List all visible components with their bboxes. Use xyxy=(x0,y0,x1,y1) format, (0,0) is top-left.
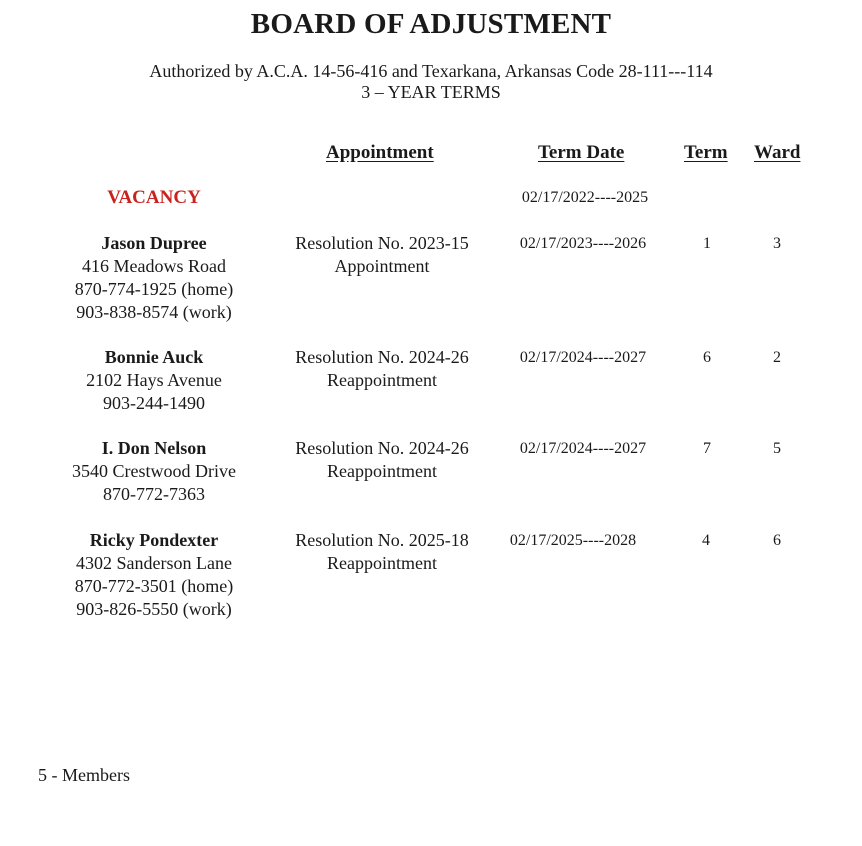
member-contact xyxy=(34,529,274,621)
member-phone: 870-772-7363 xyxy=(103,484,205,504)
member-term: 4 xyxy=(702,532,710,549)
member-ward: 3 xyxy=(773,235,781,252)
resolution-number: Resolution No. 2024-26 xyxy=(295,347,469,367)
member-term: 1 xyxy=(703,235,711,252)
appointment-type: Reappointment xyxy=(327,370,437,390)
header-term-date: Term Date xyxy=(538,142,625,163)
appointment-type: Appointment xyxy=(334,256,430,276)
member-appointment xyxy=(272,232,492,278)
member-address: 4302 Sanderson Lane xyxy=(76,553,232,573)
subtitle xyxy=(0,61,862,103)
resolution-number: Resolution No. 2025-18 xyxy=(295,530,469,550)
header-term: Term xyxy=(684,142,728,163)
resolution-number: Resolution No. 2024-26 xyxy=(295,438,469,458)
term-length-line: 3 – YEAR TERMS xyxy=(361,82,501,102)
member-term-date: 02/17/2024----2027 xyxy=(519,349,647,366)
vacancy-term-date: 02/17/2022----2025 xyxy=(521,189,649,206)
member-phone: 870-774-1925 (home) xyxy=(74,279,234,299)
member-address: 416 Meadows Road xyxy=(82,256,226,276)
member-phone: 903-244-1490 xyxy=(103,393,205,413)
member-contact xyxy=(34,346,274,415)
appointment-type: Reappointment xyxy=(327,461,437,481)
member-term-date: 02/17/2024----2027 xyxy=(519,440,647,457)
header-ward: Ward xyxy=(754,142,801,163)
member-address: 3540 Crestwood Drive xyxy=(72,461,236,481)
member-address: 2102 Hays Avenue xyxy=(86,370,222,390)
member-count-footer: 5 - Members xyxy=(38,765,130,785)
page-title: BOARD OF ADJUSTMENT xyxy=(250,8,612,40)
member-term: 6 xyxy=(703,349,711,366)
member-phone: 903-826-5550 (work) xyxy=(76,599,232,619)
member-contact xyxy=(34,232,274,324)
member-term-date: 02/17/2025----2028 xyxy=(509,532,637,549)
member-name: Bonnie Auck xyxy=(104,347,204,367)
member-term: 7 xyxy=(703,440,711,457)
member-appointment xyxy=(272,437,492,483)
appointment-type: Reappointment xyxy=(327,553,437,573)
member-phone: 903-838-8574 (work) xyxy=(76,302,232,322)
resolution-number: Resolution No. 2023-15 xyxy=(295,233,469,253)
member-appointment xyxy=(272,529,492,575)
member-ward: 2 xyxy=(773,349,781,366)
member-contact xyxy=(34,437,274,506)
member-appointment xyxy=(272,346,492,392)
member-name: Jason Dupree xyxy=(101,233,207,253)
member-name: Ricky Pondexter xyxy=(89,530,219,550)
authority-line: Authorized by A.C.A. 14-56-416 and Texarkana, Arkansas Code 28-111---114 xyxy=(149,61,713,81)
member-ward: 6 xyxy=(773,532,781,549)
member-ward: 5 xyxy=(773,440,781,457)
header-appointment: Appointment xyxy=(326,142,434,163)
member-name: I. Don Nelson xyxy=(101,438,207,458)
vacancy-label: VACANCY xyxy=(107,187,201,208)
member-phone: 870-772-3501 (home) xyxy=(74,576,234,596)
member-term-date: 02/17/2023----2026 xyxy=(519,235,647,252)
